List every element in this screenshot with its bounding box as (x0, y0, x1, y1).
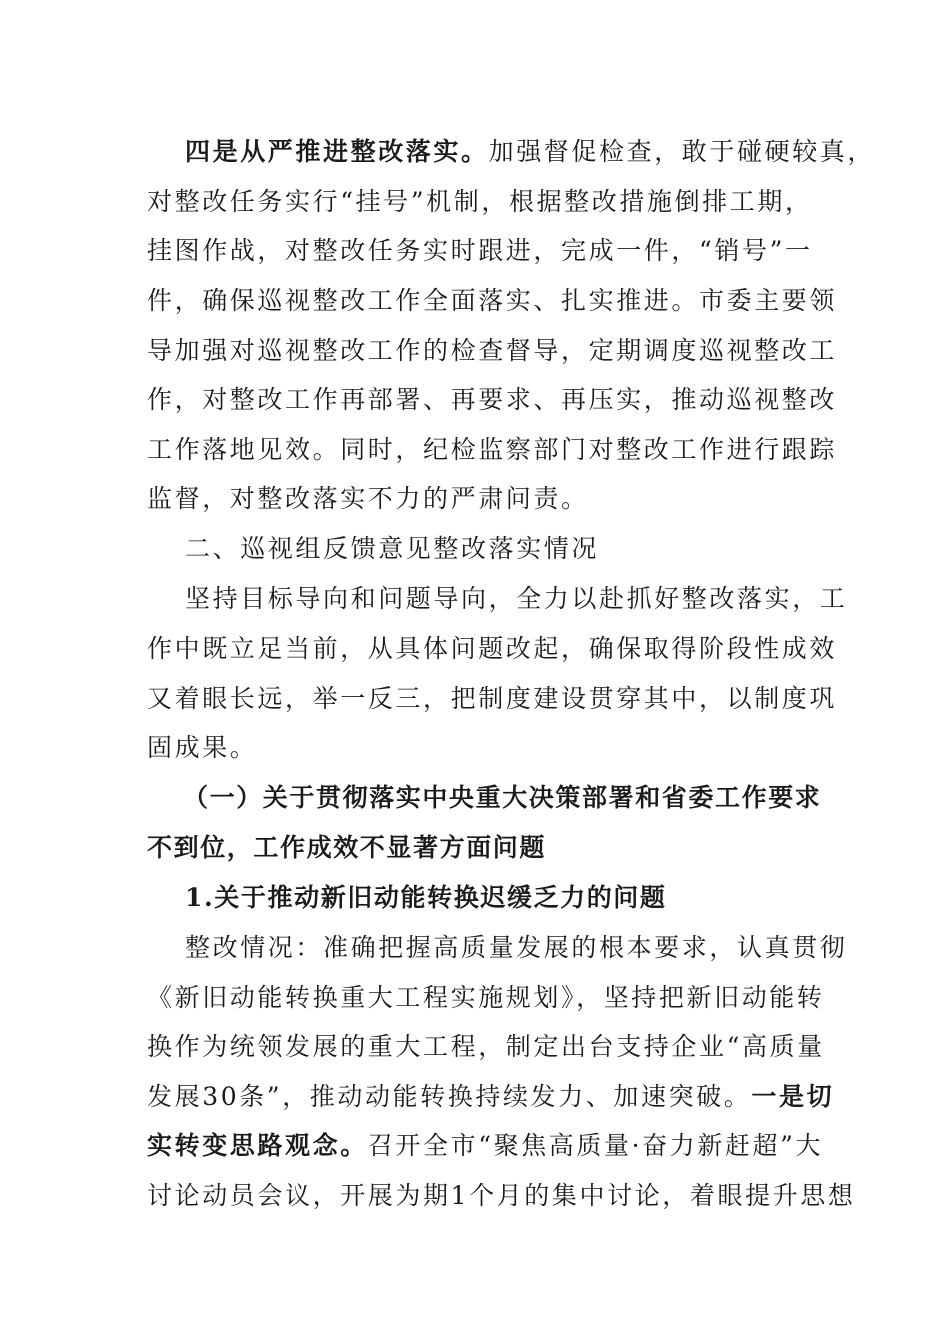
paragraph-line (185, 134, 875, 170)
bold-lead-phrase: 四是从严推进整改落实。 (185, 137, 489, 166)
paragraph-line: 件，确保巡视整改工作全面落实、扎实推进。市委主要领 (147, 286, 838, 315)
paragraph-line: 作中既立足当前，从具体问题改起，确保取得阶段性成效 (147, 634, 838, 663)
paragraph-line: 导加强对巡视整改工作的检查督导，定期调度巡视整改工 (147, 336, 838, 365)
text-run: 发展30条”，推动动能转换持续发力、加速突破。 (147, 1082, 752, 1111)
paragraph-line: 对整改任务实行“挂号”机制，根据整改措施倒排工期， (147, 187, 813, 216)
paragraph-line: 整改情况：准确把握高质量发展的根本要求，认真贯彻 (185, 933, 848, 962)
text-run: 召开全市“聚焦高质量·奋力新赶超”大 (367, 1131, 824, 1160)
paragraph-line: 监督，对整改落实不力的严肃问责。 (147, 484, 589, 513)
paragraph-line: 工作落地见效。同时，纪检监察部门对整改工作进行跟踪 (147, 435, 838, 464)
paragraph-line: 换作为统领发展的重大工程，制定出台支持企业“高质量 (147, 1032, 825, 1061)
paragraph-line (147, 1079, 834, 1115)
paragraph-line: 挂图作战，对整改任务实时跟进，完成一件，“销号”一 (147, 236, 813, 265)
bold-lead-phrase: 实转变思路观念。 (147, 1131, 368, 1160)
paragraph-line: 又着眼长远，举一反三，把制度建设贯穿其中，以制度巩 (147, 684, 838, 713)
bold-lead-phrase: 一是切 (751, 1082, 835, 1111)
paragraph-line: 坚持目标导向和问题导向，全力以赴抓好整改落实，工 (185, 584, 848, 613)
subsection-heading: 不到位，工作成效不显著方面问题 (147, 833, 547, 862)
paragraph-line: 讨论动员会议，开展为期1个月的集中讨论，着眼提升思想 (147, 1181, 856, 1210)
item-heading: 1.关于推动新旧动能转换迟缓乏力的问题 (185, 883, 667, 912)
subsection-heading: （一）关于贯彻落实中央重大决策部署和省委工作要求 (183, 783, 822, 812)
text-run: 加强督促检查，敢于碰硬较真， (488, 137, 876, 166)
paragraph-line (147, 1128, 823, 1164)
paragraph-line: 固成果。 (147, 733, 258, 762)
paragraph-line: 作，对整改工作再部署、再要求、再压实，推动巡视整改 (147, 385, 838, 414)
paragraph-line: 《新旧动能转换重大工程实施规划》，坚持把新旧动能转 (147, 983, 825, 1012)
section-heading: 二、巡视组反馈意见整改落实情况 (185, 534, 600, 563)
